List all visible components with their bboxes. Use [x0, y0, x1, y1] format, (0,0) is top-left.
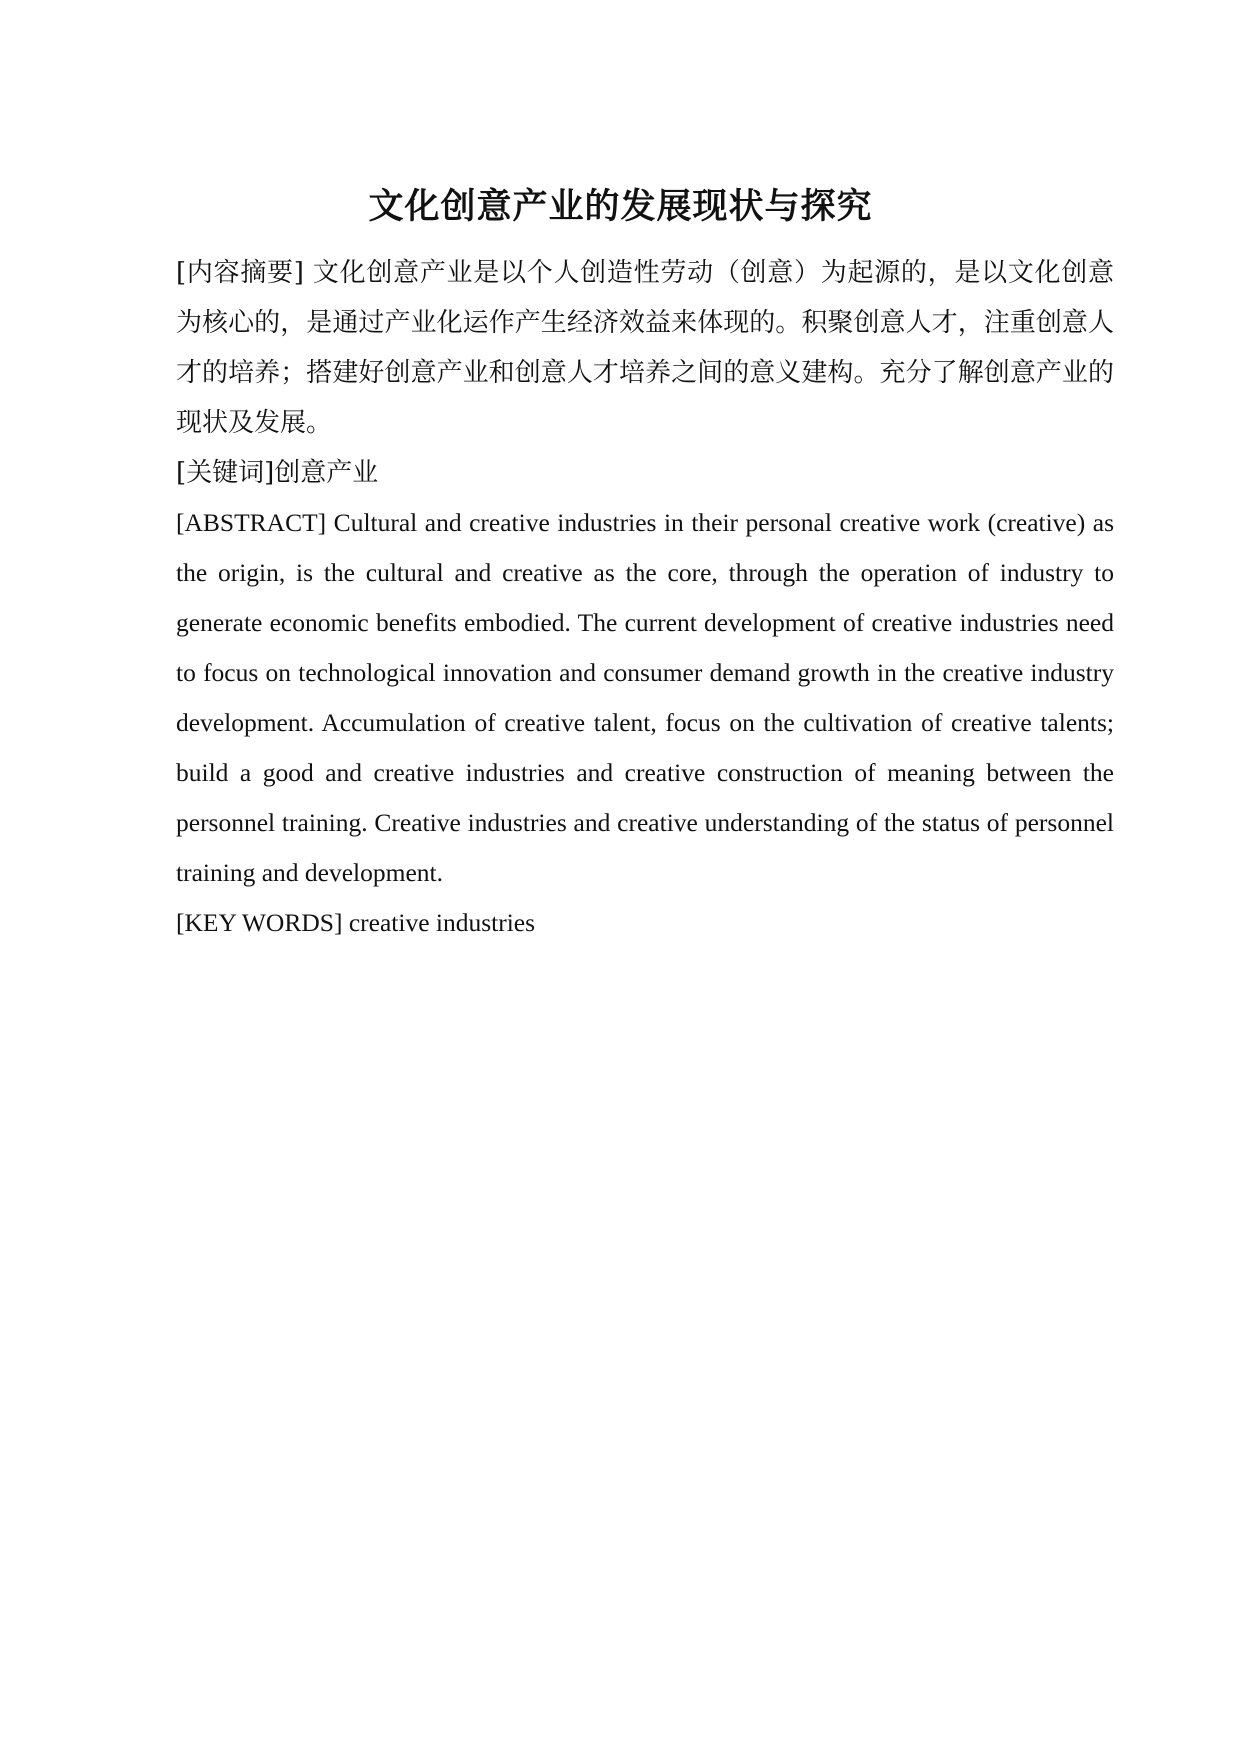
- chinese-keywords: [关键词]创意产业: [176, 458, 379, 488]
- document-title: 文化创意产业的发展现状与探究: [368, 186, 873, 227]
- english-abstract: [ABSTRACT] Cultural and creative industries in their personal creative work (creative) as the origin, is the cultural and creative as the core, through the operation of industry to generate economic benefits embodied. The current development of creative industries need to focus on technological innovation and consumer demand growth in the creative industry development. Accumulation of creative talent, focus on the cultivation of creative talents; build a good and creative industries and creative construction of meaning between the personnel training. Creative industries and creative understanding of the status of personnel training and development.: [176, 508, 1114, 887]
- document-body: [176, 248, 1114, 948]
- english-keywords: [KEY WORDS] creative industries: [176, 908, 536, 937]
- chinese-abstract: [内容摘要] 文化创意产业是以个人创造性劳动（创意）为起源的，是以文化创意为核心的，是通过产业化运作产生经济效益来体现的。积聚创意人才，注重创意人才的培养；搭建好创意产业和创意人才培养之间的意义建构。充分了解创意产业的现状及发展。: [176, 258, 1114, 438]
